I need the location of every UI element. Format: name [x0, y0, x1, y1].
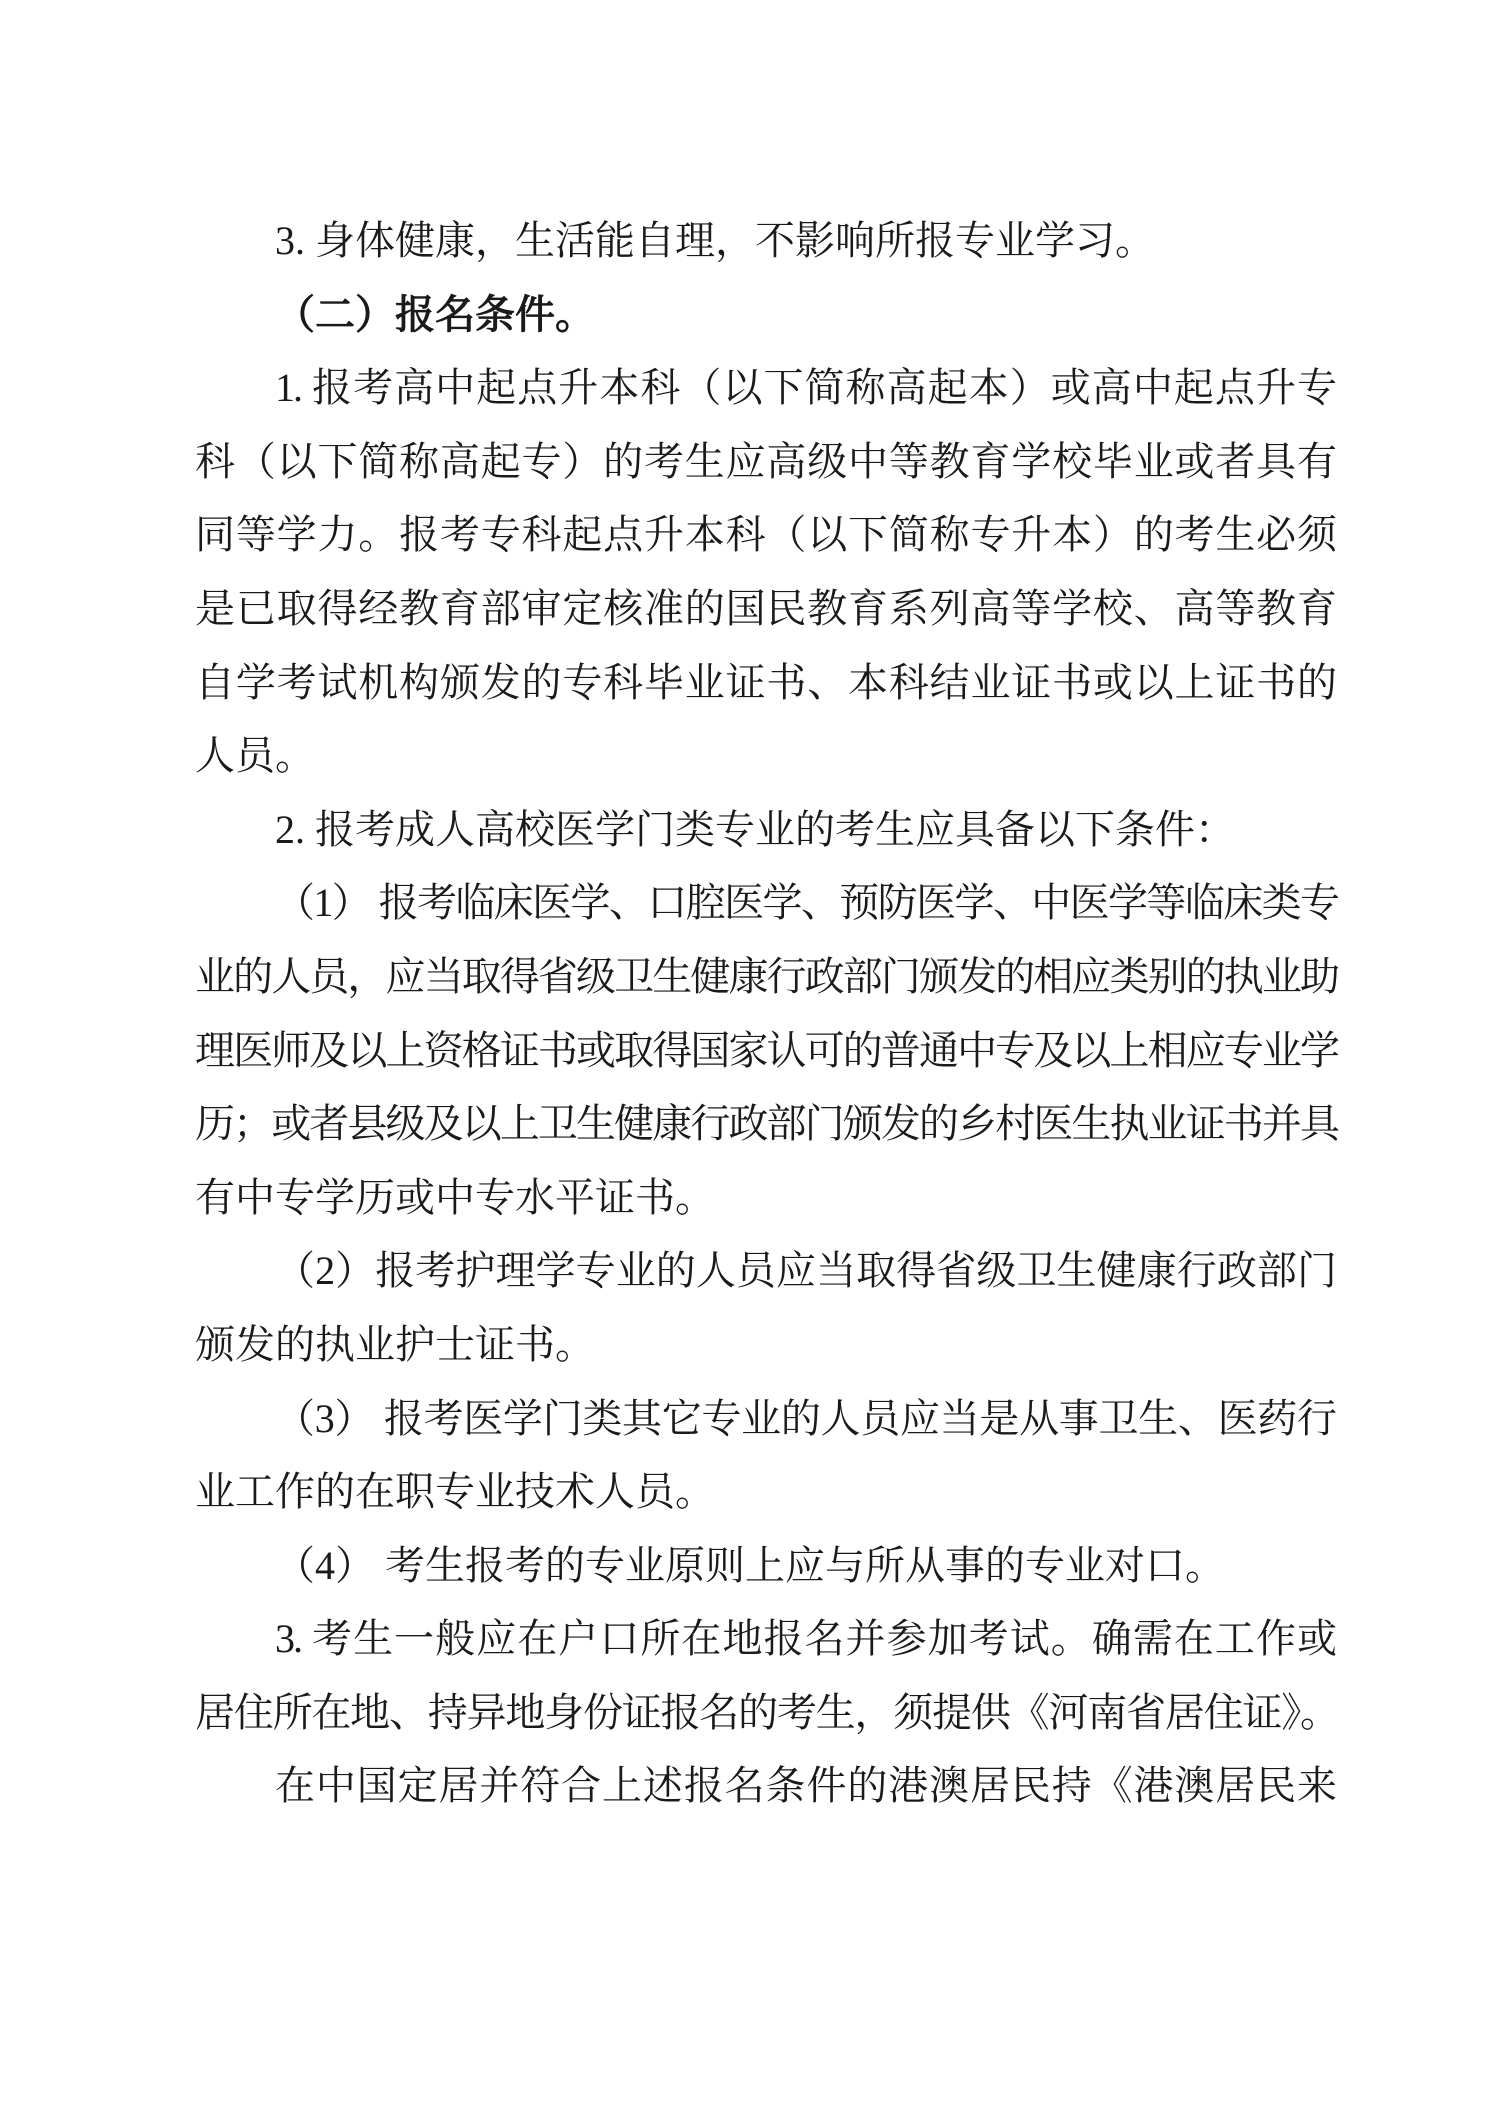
- text-line: 业的人员，应当取得省级卫生健康行政部门颁发的相应类别的执业助: [195, 953, 1335, 999]
- text-line: 业工作的在职专业技术人员。: [195, 1469, 715, 1515]
- text-line: 同等学力。报考专科起点升本科（以下简称专升本）的考生必须: [195, 512, 1335, 558]
- text-line: 科（以下简称高起专）的考生应高级中等教育学校毕业或者具有: [195, 438, 1335, 484]
- text-line: 有中专学历或中专水平证书。: [195, 1174, 715, 1220]
- text-line: 历；或者县级及以上卫生健康行政部门颁发的乡村医生执业证书并具: [195, 1101, 1335, 1147]
- text-line: 人员。: [195, 733, 315, 779]
- text-line: 理医师及以上资格证书或取得国家认可的普通中专及以上相应专业学: [195, 1027, 1335, 1073]
- text-line: （4） 考生报考的专业原则上应与所从事的专业对口。: [275, 1542, 1225, 1588]
- text-line: 3. 身体健康，生活能自理，不影响所报专业学习。: [275, 218, 1155, 263]
- text-line: 居住所在地、持异地身份证报名的考生，须提供《河南省居住证》。: [195, 1689, 1335, 1735]
- text-line: 颁发的执业护士证书。: [195, 1321, 595, 1367]
- text-line: （2）报考护理学专业的人员应当取得省级卫生健康行政部门: [275, 1248, 1335, 1294]
- document-body-text: [195, 204, 1335, 1823]
- text-line: 是已取得经教育部审定核准的国民教育系列高等学校、高等教育: [195, 585, 1335, 631]
- text-line: （3） 报考医学门类其它专业的人员应当是从事卫生、医药行: [275, 1395, 1335, 1441]
- text-line: （1） 报考临床医学、口腔医学、预防医学、中医学等临床类专: [275, 880, 1335, 926]
- section-heading: （二）报名条件。: [275, 291, 595, 337]
- text-line: 2. 报考成人高校医学门类专业的考生应具备以下条件：: [275, 806, 1235, 852]
- text-line: 1. 报考高中起点升本科（以下简称高起本）或高中起点升专: [275, 365, 1335, 411]
- text-line: 自学考试机构颁发的专科毕业证书、本科结业证书或以上证书的: [195, 659, 1335, 705]
- text-line: 3. 考生一般应在户口所在地报名并参加考试。确需在工作或: [275, 1616, 1335, 1662]
- text-line: 在中国定居并符合上述报名条件的港澳居民持《港澳居民来: [275, 1763, 1335, 1809]
